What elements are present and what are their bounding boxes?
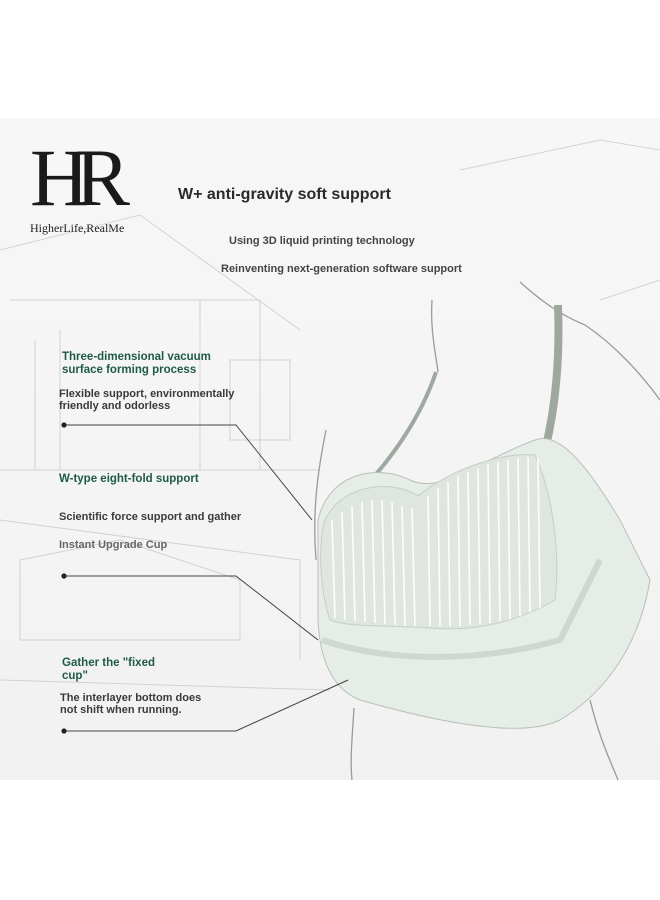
feature-text-support: Scientific force support and gather bbox=[59, 511, 242, 523]
feature-title-cup: Gather the "fixed cup" bbox=[62, 657, 155, 682]
feature-text-vacuum: Flexible support, environmentally friendly and odorless bbox=[59, 388, 235, 412]
headline: W+ anti-gravity soft support bbox=[178, 186, 391, 203]
brand-tagline: HigherLife,RealMe bbox=[30, 221, 125, 235]
brand-logo: HR bbox=[30, 132, 116, 223]
feature-title-vacuum: Three-dimensional vacuum surface forming process bbox=[62, 351, 211, 376]
feature-title-support: W-type eight-fold support bbox=[59, 473, 199, 485]
feature-text-cup: The interlayer bottom does not shift when running. bbox=[60, 692, 202, 716]
bra-product bbox=[318, 305, 650, 728]
leader-lines bbox=[64, 425, 348, 731]
subheading-technology: Using 3D liquid printing technology bbox=[229, 235, 415, 247]
leader-dots bbox=[61, 422, 66, 733]
feature-text-upgrade: Instant Upgrade Cup bbox=[59, 539, 168, 551]
subheading-support: Reinventing next-generation software support bbox=[221, 263, 462, 275]
